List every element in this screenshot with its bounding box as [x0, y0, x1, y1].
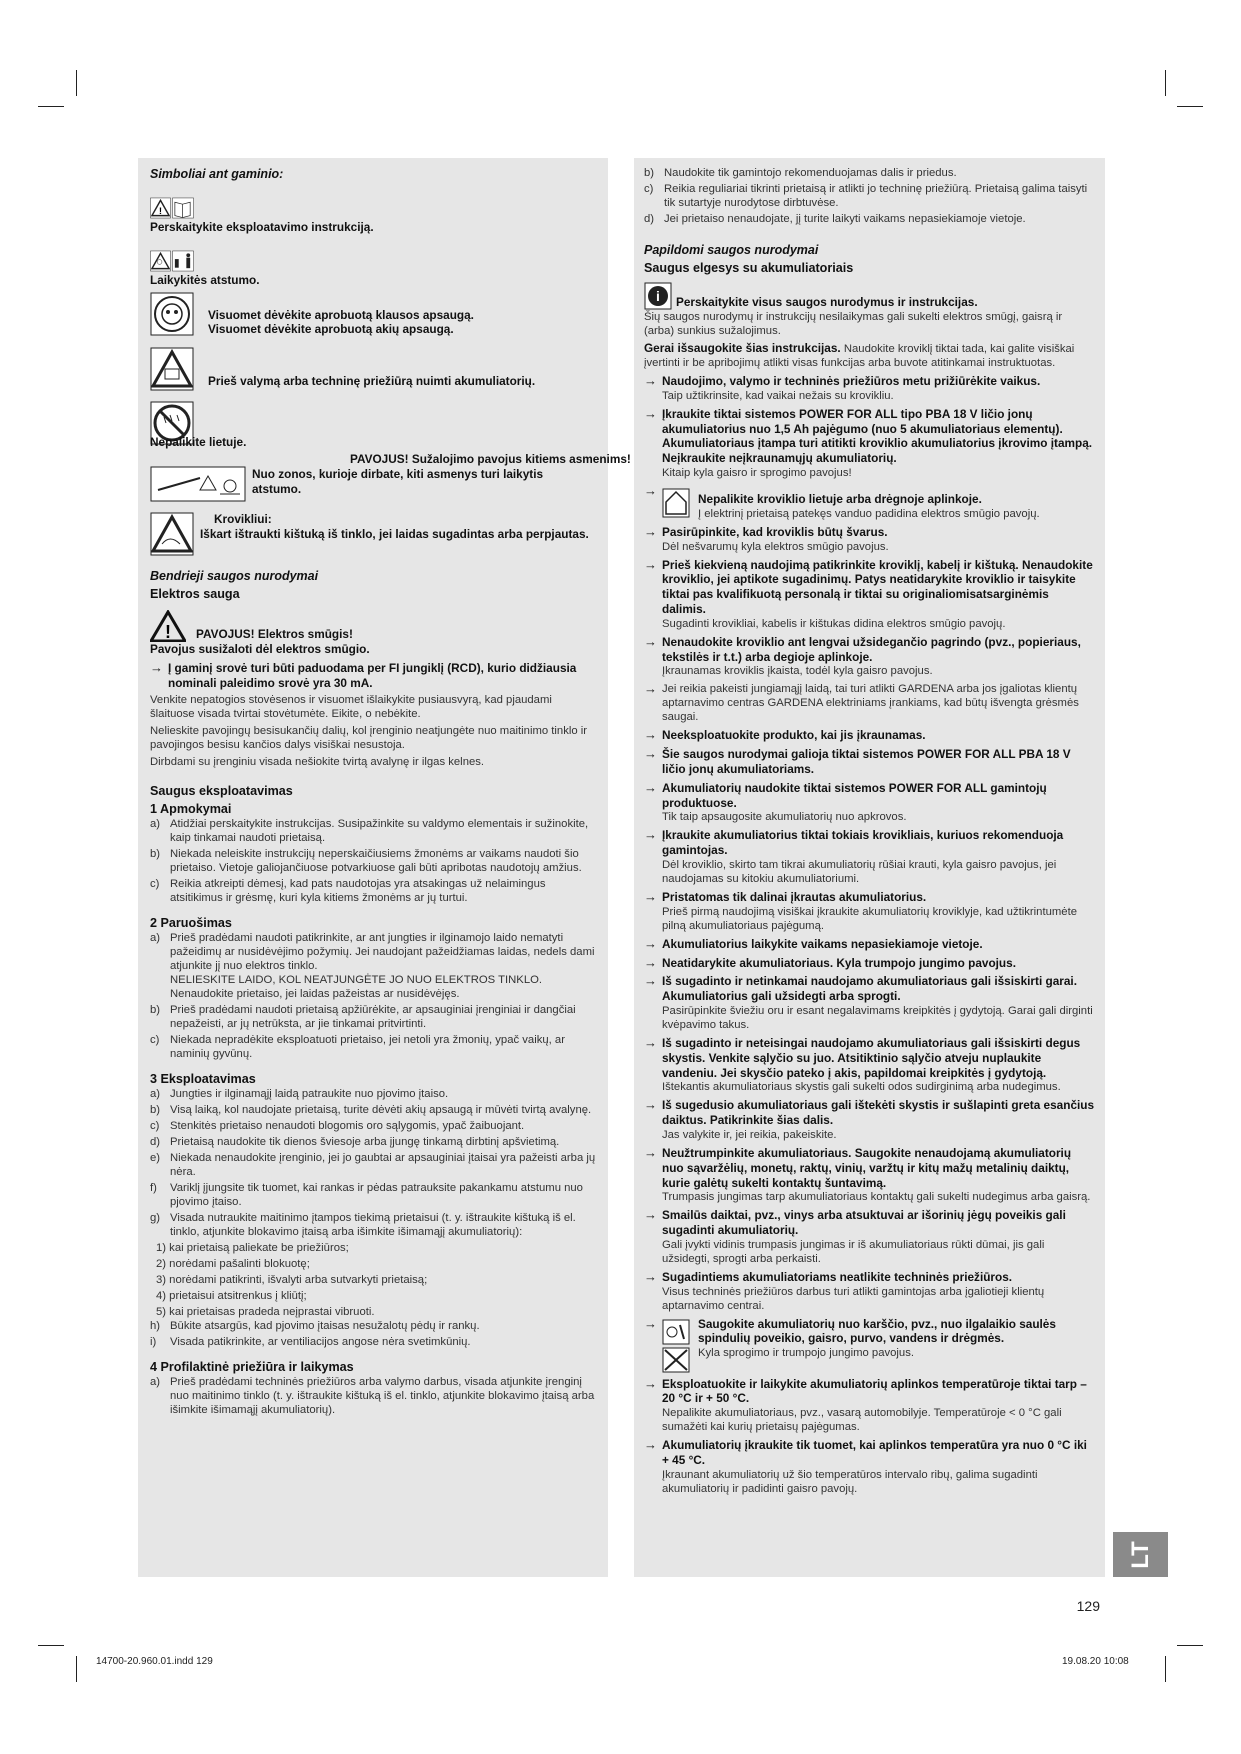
maintenance-list: [644, 166, 1095, 226]
symbol-text: Laikykitės atstumo.: [150, 272, 260, 287]
list-text: Niekada neleiskite instrukcijų neperskaičiusiems žmonėms ar vaikams naudoti šio prietaiso. Vietoje galiojančiuose potvarkiuose gali būti apribotas naudotojų amžius.: [170, 848, 582, 875]
list-marker: a): [150, 1088, 161, 1101]
list-item: [150, 1181, 598, 1209]
crop-mark: [1165, 70, 1166, 96]
symbol-text: Visuomet dėvėkite aprobuotą klausos apsaugą.: [208, 307, 474, 322]
list-item: [150, 1119, 598, 1133]
arrow-item: [644, 525, 1095, 554]
normal-text: Visus techninės priežiūros darbus turi atlikti gamintojas arba įgaliotieji klientų aptarnavimo centrai.: [662, 1285, 1045, 1312]
list-item: [150, 1335, 598, 1349]
bold-text: Pasirūpinkite, kad kroviklis būtų švarus.: [662, 524, 888, 539]
arrow-item: [644, 635, 1095, 679]
footer-file: 14700-20.960.01.indd 129: [96, 1656, 213, 1667]
list-text: Variklį įjungsite tik tuomet, kai rankas ir pėdas patrauksite pakankamu atstumu nuo pjovimo įtaiso.: [170, 1182, 583, 1209]
normal-text: Prieš pirmą naudojimą visiškai įkraukite akumuliatorių kroviklyje, kad užtikrintumėte pilną akumuliatoriaus pajėgumą.: [662, 905, 1078, 932]
bold-text: Smailūs daiktai, pvz., vinys arba atsuktuvai ar išorinių jėgų poveikis gali sugadinti akumuliatorių.: [662, 1208, 1066, 1238]
normal-text: Taip užtikrinsite, kad vaikai nežais su krovikliu.: [662, 389, 894, 402]
arrow-item: [644, 747, 1095, 777]
section-title: 2 Paruošimas: [150, 916, 232, 931]
list-marker: b): [150, 1104, 161, 1117]
arrow-icon: →: [644, 1375, 657, 1391]
arrow-icon: →: [644, 373, 657, 388]
arrow-icon: →: [644, 954, 657, 970]
bold-text: Nepalikite kroviklio lietuje arba drėgnoje aplinkoje.: [698, 491, 982, 506]
training-list: [150, 817, 598, 905]
arrow-item: [644, 828, 1095, 886]
arrow-item: [644, 1377, 1095, 1435]
arrow-item: [644, 1208, 1095, 1266]
arrow-icon: →: [644, 1437, 657, 1453]
arrow-item: [644, 937, 1095, 952]
language-tab: [1113, 1532, 1168, 1577]
crop-mark: [76, 70, 77, 96]
read-all-row: [644, 282, 1095, 310]
danger-row: [150, 610, 598, 642]
arrow-icon: →: [644, 1144, 657, 1160]
bold-text: Akumuliatorių įkraukite tik tuomet, kai aplinkos temperatūra yra nuo 0 °C iki + 45 °C.: [662, 1438, 1087, 1468]
normal-text: Jas valykite ir, jei reikia, pakeiskite.: [662, 1128, 837, 1141]
symbol-text: Nepalikite lietuje.: [150, 435, 247, 450]
arrow-icon: →: [644, 523, 657, 539]
bold-text: Šie saugos nurodymai galioja tiktai sistemos POWER FOR ALL PBA 18 V ličio jonų akumuliatoriams.: [662, 747, 1071, 776]
normal-text: Jei reikia pakeisti jungiamąjį laidą, tai turi atlikti GARDENA arba jos įgaliotas klientų aptarnavimo centras GARDENA elektriniams įrankiams, kad būtų išvengta grėsmės saugai.: [662, 683, 1079, 724]
no-damage-icon: [662, 1347, 690, 1373]
crop-mark: [1177, 106, 1203, 107]
arrow-item: [644, 1317, 1095, 1373]
arrow-item: [644, 374, 1095, 403]
arrow-item: [644, 728, 1095, 743]
heat-protection-icon: [662, 1319, 690, 1345]
normal-text: Įkraunamas kroviklis įkaista, todėl kyla gaisro pavojus.: [662, 665, 933, 678]
paragraph: Nelieskite pavojingų besisukančių dalių, kol įrenginio neatjungėte nuo maitinimo tinklo ir pavojingos besisu kančios dalys visiškai nesustoja.: [150, 725, 588, 752]
svg-text:!: !: [165, 621, 171, 642]
symbol-text: Prieš valymą arba techninę priežiūrą nuimti akumuliatorių.: [208, 374, 536, 389]
list-marker: b): [150, 1004, 161, 1017]
warning-triangle-icon: [150, 610, 186, 642]
battery-arrow-list-3: [644, 1377, 1095, 1496]
list-item: [150, 817, 598, 845]
bold-text: Neatidarykite akumuliatoriaus. Kyla trumpojo jungimo pavojus.: [662, 955, 1016, 970]
normal-text: Į elektrinį prietaisą patekęs vanduo padidina elektros smūgio pavojų.: [698, 507, 1040, 520]
list-item: [150, 1003, 598, 1031]
sublist-item: 4) prietaisui atsitrenkus į kliūtį;: [156, 1290, 307, 1303]
danger-subheading: Pavojus susižaloti dėl elektros smūgio.: [150, 641, 370, 656]
arrow-icon: →: [644, 973, 657, 989]
list-item: [150, 1151, 598, 1179]
arrow-icon: →: [644, 633, 657, 649]
arrow-icon: →: [644, 727, 657, 743]
list-item: [150, 1211, 598, 1239]
arrow-item: [644, 956, 1095, 971]
normal-text: Nepalikite akumuliatoriaus, pvz., vasarą automobilyje. Temperatūroje < 0 °C gali sumažėti kai kurių prietaisų pajėgumas.: [662, 1407, 1062, 1434]
list-item: a) Prieš pradėdami naudoti patikrinkite, ar ant jungties ir ilginamojo laido nematyti pažeidimų ar nusidėvėjimo požymių. Jei naudojant pažeidžiamas laidas, nedels dami atjunkite jį nuo elektros tinklo. NELIESKITE LAIDO, KOL NEATJUNGĖTE JO NUO ELEKTROS TINKLO. Nenaudokite prietaiso, jei laidas pažeistas ar nusidėvėjęs.: [150, 931, 598, 1001]
list-item: [150, 1135, 598, 1149]
symbol-row: [150, 292, 598, 338]
arrow-item: [644, 484, 1095, 521]
danger-bystanders-title: PAVOJUS! Sužalojimo pavojus kitiems asmenims!: [350, 451, 631, 466]
danger-heading: PAVOJUS! Elektros smūgis!: [196, 627, 353, 642]
list-item: [644, 212, 1095, 226]
svg-text:i: i: [656, 288, 660, 304]
list-marker: d): [644, 213, 655, 225]
normal-text: Sugadinti krovikliai, kabelis ir kištukas didina elektros smūgio pavojų.: [662, 617, 1006, 630]
normal-text: Įkraunant akumuliatorių už šio temperatūros intervalo ribų, galima sugadinti akumuliatorių ir padidinti gaisro pavojų.: [662, 1468, 1038, 1495]
list-item: [644, 166, 1095, 180]
sublist-item: 3) norėdami patikrinti, išvalyti arba sutvarkyti prietaisą;: [156, 1274, 428, 1287]
normal-text: Dėl nešvarumų kyla elektros smūgio pavojus.: [662, 540, 889, 553]
crop-mark: [1165, 1656, 1166, 1682]
list-text: Būkite atsargūs, kad pjovimo įtaisas nesužalotų pėdų ir rankų.: [170, 1320, 480, 1333]
right-column: [634, 158, 1105, 1577]
normal-text: Kyla sprogimo ir trumpojo jungimo pavojus.: [698, 1347, 914, 1360]
arrow-icon: →: [644, 746, 657, 762]
arrow-item: [150, 661, 598, 691]
arrow-icon: →: [644, 556, 657, 572]
bold-text: Iš sugedusio akumuliatoriaus gali ištekėti skystis ir sušlapinti greta esančius daiktus. Patikrinkite šias dalis.: [662, 1098, 1095, 1128]
symbols-title: Simboliai ant gaminio:: [150, 167, 284, 181]
bold-text: Iš sugadinto ir netinkamai naudojamo akumuliatoriaus gali išsiskirti garai. Akumuliatorius gali užsidegti arba sprogti.: [662, 974, 1077, 1004]
paragraph: [644, 341, 1095, 370]
list-text: Atidžiai perskaitykite instrukcijas. Susipažinkite su valdymo elementais ir sužinokite, kaip tinkamai naudoti prietaisą.: [170, 818, 589, 845]
list-marker: c): [644, 183, 654, 195]
section-title: 3 Eksploatavimas: [150, 1072, 256, 1087]
normal-text: Tik taip apsaugosite akumuliatorių nuo apkrovos.: [662, 811, 907, 824]
danger-bystanders-icon: [150, 466, 246, 502]
arrow-item: [644, 890, 1095, 933]
normal-text: Kitaip kyla gaisro ir sprogimo pavojus!: [662, 466, 852, 479]
sublist-item: 2) norėdami pašalinti blokuotę;: [156, 1258, 310, 1271]
arrow-item: [644, 1036, 1095, 1094]
bold-text: Neužtrumpinkite akumuliatoriaus. Saugokite nenaudojamą akumuliatorių nuo sąvaržėlių, monetų, raktų, vinių, varžtų ir kitų mažų metalinių daiktų, kurie galėtų sukelti kontaktų šuntavimą.: [662, 1145, 1072, 1190]
list-item: [644, 182, 1095, 210]
list-item: [150, 1033, 598, 1061]
additional-safety-title: Papildomi saugos nurodymai: [644, 243, 819, 257]
list-text: Niekada nepradėkite eksploatuoti prietaiso, jei netoli yra žmonių, ypač vaikų, ar naminių gyvūnų.: [170, 1034, 565, 1061]
list-text: Prieš pradėdami naudoti prietaisą apžiūrėkite, ar apsauginiai įrenginiai ir dangčiai nepažeisti, ar jų netrūksta, ar jie tinkamai pritvirtinti.: [170, 1004, 576, 1031]
operation-list: [150, 1087, 598, 1239]
list-marker: b): [644, 167, 655, 179]
list-text: NELIESKITE LAIDO, KOL NEATJUNGĖTE JO NUO ELEKTROS TINKLO.: [170, 974, 543, 987]
crop-mark: [1177, 1645, 1203, 1646]
list-text: Jungties ir ilginamąjį laidą patraukite nuo pjovimo įtaiso.: [170, 1088, 449, 1101]
symbol-text: Perskaitykite eksploatavimo instrukciją.: [150, 220, 374, 234]
list-text: Visą laiką, kol naudojate prietaisą, turite dėvėti akių apsaugą ir mūvėti tvirtą avalynę.: [170, 1104, 592, 1117]
arrow-item: [644, 974, 1095, 1032]
paragraph-text: Naudokite kroviklį tiktai tada, kai galite visiškai įvertinti ir be apribojimų atlikti visas funkcijas arba buvote atitinkamai instruktuotas.: [644, 343, 1075, 369]
list-marker: i): [150, 1336, 157, 1349]
bold-text: Neeksploatuokite produkto, kai jis įkraunamas.: [662, 728, 926, 743]
symbol-text: Nuo zonos, kurioje dirbate, kiti asmenys turi laikytis atstumo.: [252, 466, 544, 496]
battery-arrow-list: [644, 374, 1095, 480]
arrow-icon: →: [644, 1268, 657, 1284]
arrow-icon: →: [644, 935, 657, 951]
arrow-item: [644, 558, 1095, 631]
arrow-icon: →: [644, 779, 657, 795]
list-item: [150, 877, 598, 905]
battery-arrow-list-2: [644, 525, 1095, 1313]
section-title: 4 Profilaktinė priežiūra ir laikymas: [150, 1360, 354, 1375]
list-text: Niekada nenaudokite įrenginio, jei jo gaubtai ar apsauginiai įtaisai yra pažeisti arba jų nėra.: [170, 1152, 596, 1179]
indoor-only-icon: [662, 488, 690, 518]
safe-operation-title: Saugus eksploatavimas: [150, 784, 293, 799]
bold-text: Eksploatuokite ir laikykite akumuliatorių aplinkos temperatūroje tiktai tarp – 20 °C ir + 50 °C.: [662, 1376, 1087, 1406]
paragraph: Venkite nepatogios stovėsenos ir visuomet išlaikykite pusiausvyrą, kad pjaudami šlaituose visada tvirtai stovėtumėte. Eikite, o nebėkite.: [150, 694, 552, 721]
list-marker: c): [150, 1120, 160, 1133]
list-marker: b): [150, 848, 161, 861]
sublist-item: 1) kai prietaisą paliekate be priežiūros;: [156, 1242, 349, 1255]
list-marker: c): [150, 1034, 160, 1047]
list-marker: e): [150, 1152, 161, 1165]
arrow-item: [644, 781, 1095, 825]
list-marker: d): [150, 1136, 161, 1149]
list-text: Reikia reguliariai tikrinti prietaisą ir atlikti jo techninę priežiūrą. Prietaisą galima taisyti tik sutartyje nurodytose dirbtuvėse.: [664, 183, 1088, 209]
bold-text: Saugokite akumuliatorių nuo karščio, pvz., nuo ilgalaikio saulės spindulių poveikio, gaisro, purvo, vandens ir drėgmės.: [698, 1316, 1056, 1346]
arrow-icon: →: [644, 482, 657, 498]
list-marker: f): [150, 1182, 157, 1195]
arrow-icon: →: [644, 1097, 657, 1113]
crop-mark: [38, 1645, 64, 1646]
list-text: Reikia atkreipti dėmesį, kad pats naudotojas yra atsakingas už nelaimingus atsitikimus ir grėsmę, kuri kyla kitiems žmonėms ar jų turtui.: [170, 878, 546, 905]
svg-text:!: !: [158, 206, 163, 218]
bold-text: Akumuliatorius laikykite vaikams nepasiekiamoje vietoje.: [662, 936, 983, 951]
symbol-row: [150, 451, 631, 504]
footer-date: 19.08.20 10:08: [1062, 1656, 1129, 1667]
list-text: Prietaisą naudokite tik dienos šviesoje arba įjungę tinkamą dirbtinį apšvietimą.: [170, 1136, 560, 1149]
list-text: Jei prietaiso nenaudojate, jį turite laikyti vaikams nepasiekiamoje vietoje.: [664, 213, 1026, 225]
normal-text: Ištekantis akumuliatoriaus skystis gali sukelti odos sudirginimą arba nudegimus.: [662, 1081, 1061, 1094]
operation-list-2: [150, 1319, 598, 1349]
paragraph: Dirbdami su įrenginiu visada nešiokite tvirtą avalynę ir ilgas kelnes.: [150, 756, 485, 769]
left-column: [138, 158, 631, 1577]
arrow-icon: →: [644, 888, 657, 904]
general-safety-title: Bendrieji saugos nurodymai: [150, 568, 319, 583]
arrow-icon: →: [644, 1315, 657, 1331]
paragraph: Šių saugos nurodymų ir instrukcijų nesilaikymas gali sukelti elektros smūgį, gaisrą ir (arba) sunkius sužalojimus.: [644, 311, 1063, 337]
arrow-icon: →: [644, 405, 657, 421]
bold-text: Gerai išsaugokite šias instrukcijas.: [644, 341, 841, 355]
arrow-item: [644, 1098, 1095, 1142]
bold-text: Nenaudokite kroviklio ant lengvai užsidegančio pagrindo (pvz., popieriaus, tekstilės ir t.t.) arba degioje aplinkoje.: [662, 634, 1081, 664]
list-marker: g): [150, 1212, 161, 1225]
symbol-row: [150, 512, 598, 556]
normal-text: Pasirūpinkite šviežiu oru ir esant negalavimams kreipkitės į gydytoją. Garai gali dirginti kvėpavimo takus.: [662, 1004, 1093, 1031]
symbol-text: Iškart ištraukti kištuką iš tinklo, jei laidas sugadintas arba perpjautas.: [200, 526, 589, 541]
electrical-safety-title: Elektros sauga: [150, 586, 240, 601]
list-marker: c): [150, 878, 160, 891]
bold-text: Akumuliatorių naudokite tiktai sistemos POWER FOR ALL gamintojų produktuose.: [662, 780, 1047, 810]
operation-sublist: [150, 1241, 598, 1319]
page-number: 129: [1076, 1598, 1100, 1614]
list-item: [150, 1087, 598, 1101]
sublist-item: 5) kai prietaisas pradeda neįprastai vibruoti.: [156, 1306, 375, 1319]
symbol-text: Krovikliui:: [214, 511, 272, 526]
list-text: Naudokite tik gamintojo rekomenduojamas dalis ir priedus.: [664, 167, 957, 179]
bold-text: Į gaminį srovė turi būti paduodama per FI jungiklį (RCD), kurio didžiausia nominali paleidimo srovė yra 30 mA.: [168, 660, 577, 690]
symbol-text: Visuomet dėvėkite aprobuotą akių apsaugą.: [208, 322, 454, 337]
arrow-icon: →: [644, 681, 657, 697]
list-item: [150, 1319, 598, 1333]
normal-text: Dėl kroviklio, skirto tam tikrai akumuliatorių rūšiai krauti, kyla gaisro pavojus, jei naudojamas su kitokiu akumuliatoriumi.: [662, 858, 1057, 885]
arrow-icon: →: [644, 1034, 657, 1050]
bold-text: Iš sugadinto ir neteisingai naudojamo akumuliatoriaus gali išsiskirti degus skystis. Venkite sąlyčio su juo. Atsitiktinio sąlyčio atveju nuplaukite vandeniu. Jei skysčio pateko į akis, papildomai kreipkitės į gydytoją.: [662, 1035, 1081, 1080]
arrow-item: [644, 682, 1095, 724]
list-item: [150, 1103, 598, 1117]
arrow-icon: →: [644, 827, 657, 843]
battery-safety-title: Saugus elgesys su akumuliatoriais: [644, 261, 854, 275]
ear-eye-protection-icon: [150, 292, 194, 336]
bold-text: Įkraukite akumuliatorius tiktai tokiais krovikliais, kuriuos rekomenduoja gamintojas.: [662, 828, 1064, 858]
list-item: [150, 847, 598, 875]
crop-mark: [38, 106, 64, 107]
unplug-charger-icon: [150, 512, 194, 556]
arrow-item: [644, 1270, 1095, 1313]
bold-text: Naudojimo, valymo ir techninės priežiūros metu prižiūrėkite vaikus.: [662, 374, 1041, 388]
remove-battery-icon: [150, 347, 194, 391]
list-marker: a): [150, 818, 161, 831]
crop-mark: [76, 1656, 77, 1682]
bold-text: Sugadintiems akumuliatoriams neatlikite techninės priežiūros.: [662, 1269, 1013, 1284]
arrow-icon: →: [644, 1207, 657, 1223]
list-text: Stenkitės prietaiso nenaudoti blogomis oro sąlygomis, ypač žaibuojant.: [170, 1120, 525, 1133]
normal-text: Gali įvykti vidinis trumpasis jungimas ir iš akumuliatoriaus rūkti dūmai, jis gali užsidegti, sprogti arba perkaisti.: [662, 1238, 1045, 1265]
bold-text: Prieš kiekvieną naudojimą patikrinkite kroviklį, kabelį ir kištuką. Nenaudokite kroviklio, jei aptikote sugadinimų. Patys neatidarykite kroviklio ir taisykite tiktai pas kvalifikuotą personalą ir tiktai su originaliomisatsarginėmis dalimis.: [662, 557, 1093, 616]
symbol-row: [150, 347, 598, 391]
list-item: a) Prieš pradėdami techninės priežiūros arba valymo darbus, visada atjunkite įrenginį nuo maitinimo tinklo (t. y. ištraukite kištuką iš el. tinklo, atjunkite blokavimo įtaisą arba išimkite išimamąjį akumuliatorių).: [150, 1375, 598, 1417]
arrow-item: [644, 1146, 1095, 1204]
arrow-item: [644, 407, 1095, 480]
bold-text: Pristatomas tik dalinai įkrautas akumuliatorius.: [662, 889, 927, 904]
list-text: Visada patikrinkite, ar ventiliacijos angose nėra svetimkūnių.: [170, 1336, 471, 1349]
language-tab-label: LT: [1126, 1540, 1154, 1569]
arrow-item: [644, 1438, 1095, 1496]
read-manual-icon: [644, 282, 672, 310]
bold-text: Įkraukite tiktai sistemos POWER FOR ALL tipo PBA 18 V ličio jonų akumuliatorius nuo 1,5 Ah pajėgumo (nuo 5 akumuliatoriaus elementų). Akumuliatoriaus įtampa turi atitikti kroviklio akumuliatorius įkrovimo įtampą. Neįkraukite neįkraunamųjų akumuliatorių.: [662, 406, 1093, 466]
bold-text: Perskaitykite visus saugos nurodymus ir instrukcijas.: [676, 295, 978, 310]
list-text: Nenaudokite prietaiso, jei laidas pažeistas ar nusidėvėjęs.: [170, 988, 460, 1001]
normal-text: Trumpasis jungimas tarp akumuliatoriaus kontaktų gali sukelti nudegimus arba gaisrą.: [662, 1191, 1091, 1204]
list-text: Prieš pradėdami naudoti patikrinkite, ar ant jungties ir ilginamojo laido nematyti pažeidimų ar nusidėvėjimo požymių. Jei naudojant pažeidžiamas laidas, nedels dami atjunkite jį nuo elektros tinklo.: [170, 932, 595, 973]
arrow-icon: →: [150, 659, 163, 675]
list-text: Prieš pradėdami techninės priežiūros arba valymo darbus, visada atjunkite įrenginį nuo maitinimo tinklo (t. y. ištraukite kištuką iš el. tinklo, atjunkite blokavimo įtaisą arba išimkite išimamąjį akumuliatorių).: [170, 1376, 595, 1417]
section-title: 1 Apmokymai: [150, 802, 232, 817]
preparation-list: [150, 1003, 598, 1061]
list-text: Visada nutraukite maitinimo įtampos tiekimą prietaisui (t. y. ištraukite kištuką iš el. tinklo, atjunkite blokavimo įtaisą arba išimkite išimamąjį akumuliatorių):: [170, 1212, 576, 1239]
list-marker: h): [150, 1320, 161, 1333]
